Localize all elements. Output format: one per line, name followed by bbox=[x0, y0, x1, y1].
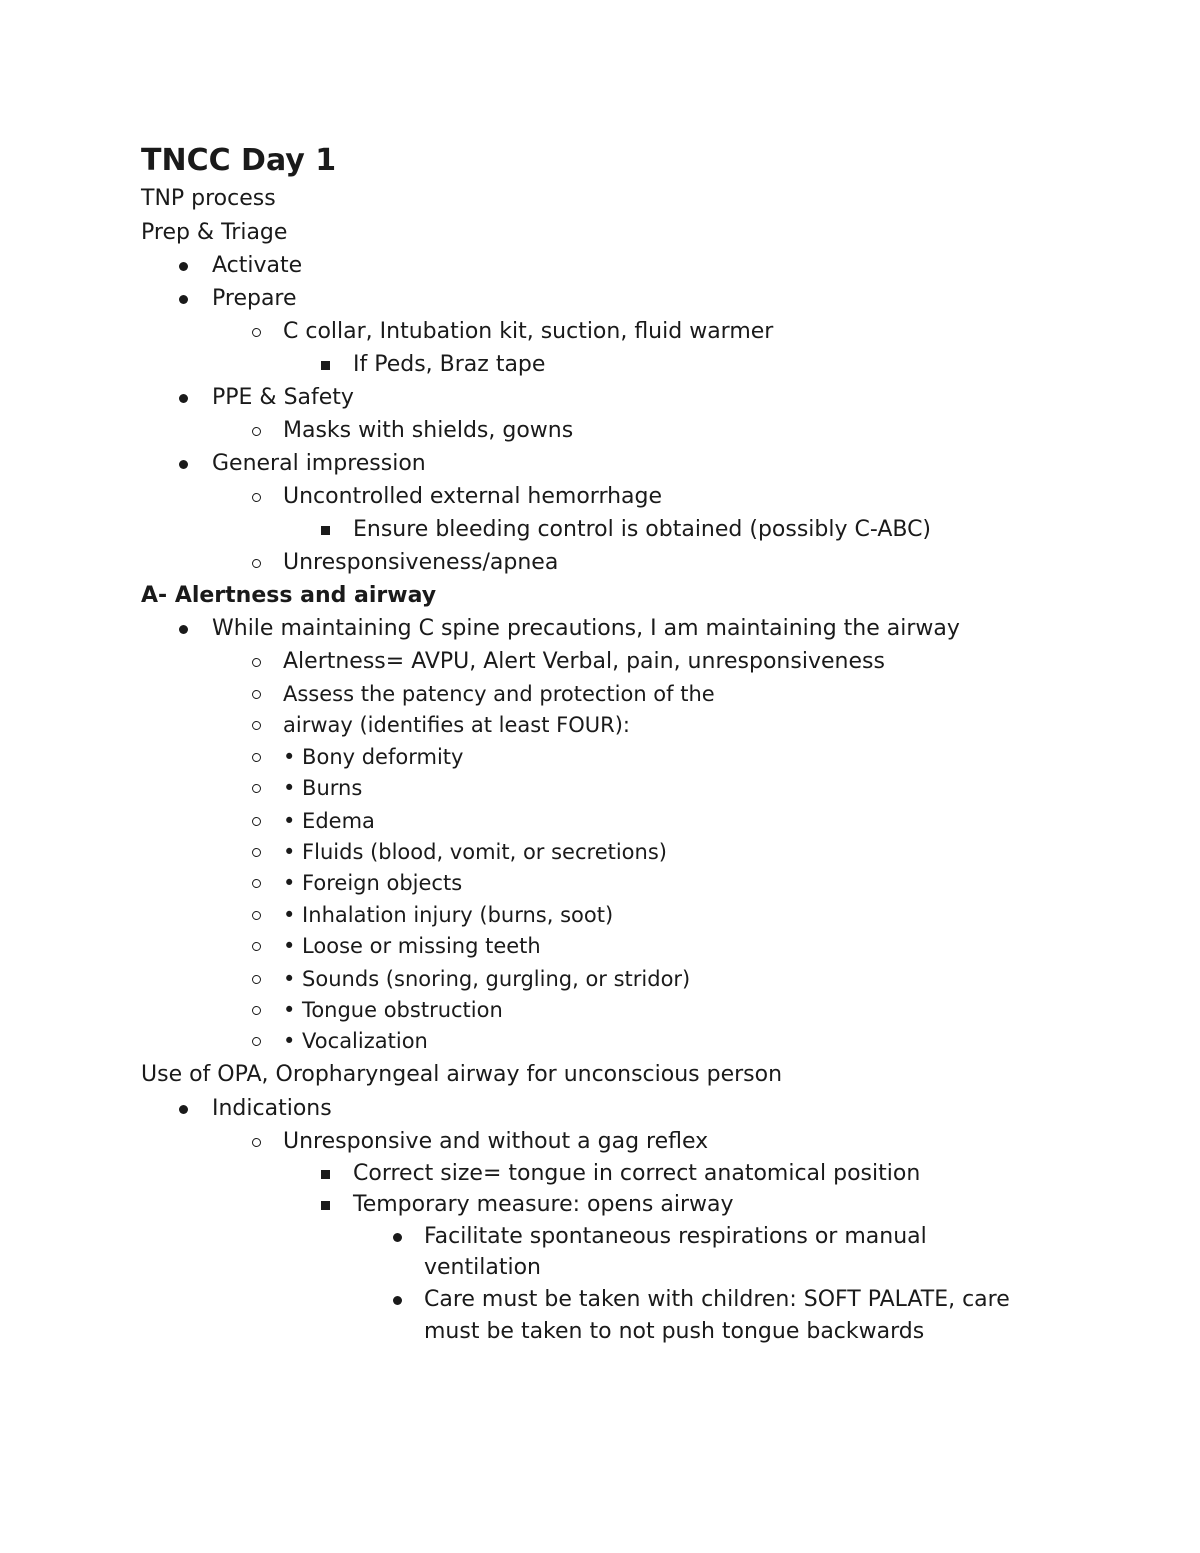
list-item: PPE & Safety bbox=[212, 385, 354, 410]
list-item: Temporary measure: opens airway bbox=[353, 1192, 734, 1217]
circle-bullet-icon bbox=[249, 742, 263, 772]
list-item: • Foreign objects bbox=[283, 871, 463, 895]
square-bullet-icon bbox=[318, 350, 332, 380]
circle-bullet-icon bbox=[249, 710, 263, 740]
list-item: If Peds, Braz tape bbox=[353, 352, 546, 377]
list-item: Unresponsive and without a gag reflex bbox=[283, 1129, 709, 1154]
list-item: While maintaining C spine precautions, I am maintaining the airway bbox=[212, 616, 960, 641]
square-bullet-icon bbox=[318, 515, 332, 545]
circle-bullet-icon bbox=[249, 773, 263, 803]
list-item: TNP process bbox=[141, 186, 276, 211]
circle-bullet-icon bbox=[249, 416, 263, 446]
list-item: • Burns bbox=[283, 776, 363, 800]
circle-bullet-icon bbox=[249, 806, 263, 836]
circle-bullet-icon bbox=[249, 317, 263, 347]
list-item: Masks with shields, gowns bbox=[283, 418, 574, 443]
list-item: • Loose or missing teeth bbox=[283, 934, 541, 958]
list-item: Alertness= AVPU, Alert Verbal, pain, unresponsiveness bbox=[283, 649, 885, 674]
circle-bullet-icon bbox=[249, 679, 263, 709]
disc-bullet-icon bbox=[390, 1285, 404, 1315]
list-item: Ensure bleeding control is obtained (possibly C-ABC) bbox=[353, 517, 932, 542]
disc-bullet-icon bbox=[176, 383, 190, 413]
list-item: Facilitate spontaneous respirations or manual bbox=[424, 1224, 927, 1249]
square-bullet-icon bbox=[318, 1190, 332, 1220]
list-item: Prepare bbox=[212, 286, 297, 311]
disc-bullet-icon bbox=[176, 284, 190, 314]
circle-bullet-icon bbox=[249, 964, 263, 994]
list-item: Uncontrolled external hemorrhage bbox=[283, 484, 663, 509]
circle-bullet-icon bbox=[249, 482, 263, 512]
circle-bullet-icon bbox=[249, 1127, 263, 1157]
list-item: • Bony deformity bbox=[283, 745, 464, 769]
list-item: Activate bbox=[212, 253, 303, 278]
disc-bullet-icon bbox=[390, 1222, 404, 1252]
square-bullet-icon bbox=[318, 1159, 332, 1189]
circle-bullet-icon bbox=[249, 647, 263, 677]
list-item: General impression bbox=[212, 451, 426, 476]
list-item: Indications bbox=[212, 1096, 332, 1121]
circle-bullet-icon bbox=[249, 900, 263, 930]
disc-bullet-icon bbox=[176, 1094, 190, 1124]
list-item: C collar, Intubation kit, suction, fluid warmer bbox=[283, 319, 774, 344]
list-item: • Tongue obstruction bbox=[283, 998, 503, 1022]
circle-bullet-icon bbox=[249, 931, 263, 961]
list-item: • Inhalation injury (burns, soot) bbox=[283, 903, 614, 927]
list-item: • Vocalization bbox=[283, 1029, 428, 1053]
disc-bullet-icon bbox=[176, 449, 190, 479]
list-item: Assess the patency and protection of the bbox=[283, 682, 715, 706]
circle-bullet-icon bbox=[249, 995, 263, 1025]
list-item: • Sounds (snoring, gurgling, or stridor) bbox=[283, 967, 691, 991]
list-item: Correct size= tongue in correct anatomical position bbox=[353, 1161, 921, 1186]
list-item: Unresponsiveness/apnea bbox=[283, 550, 559, 575]
disc-bullet-icon bbox=[176, 614, 190, 644]
circle-bullet-icon bbox=[249, 548, 263, 578]
page-title: TNCC Day 1 bbox=[141, 143, 337, 178]
list-item: Use of OPA, Oropharyngeal airway for unconscious person bbox=[141, 1062, 783, 1087]
list-item: • Edema bbox=[283, 809, 375, 833]
list-item: ventilation bbox=[424, 1255, 541, 1280]
list-item: • Fluids (blood, vomit, or secretions) bbox=[283, 840, 667, 864]
list-item: airway (identifies at least FOUR): bbox=[283, 713, 630, 737]
circle-bullet-icon bbox=[249, 868, 263, 898]
circle-bullet-icon bbox=[249, 837, 263, 867]
list-item: Prep & Triage bbox=[141, 220, 288, 245]
list-item: must be taken to not push tongue backwards bbox=[424, 1319, 925, 1344]
disc-bullet-icon bbox=[176, 251, 190, 281]
list-item: Care must be taken with children: SOFT PALATE, care bbox=[424, 1287, 1010, 1312]
circle-bullet-icon bbox=[249, 1026, 263, 1056]
section-heading: A- Alertness and airway bbox=[141, 583, 437, 608]
